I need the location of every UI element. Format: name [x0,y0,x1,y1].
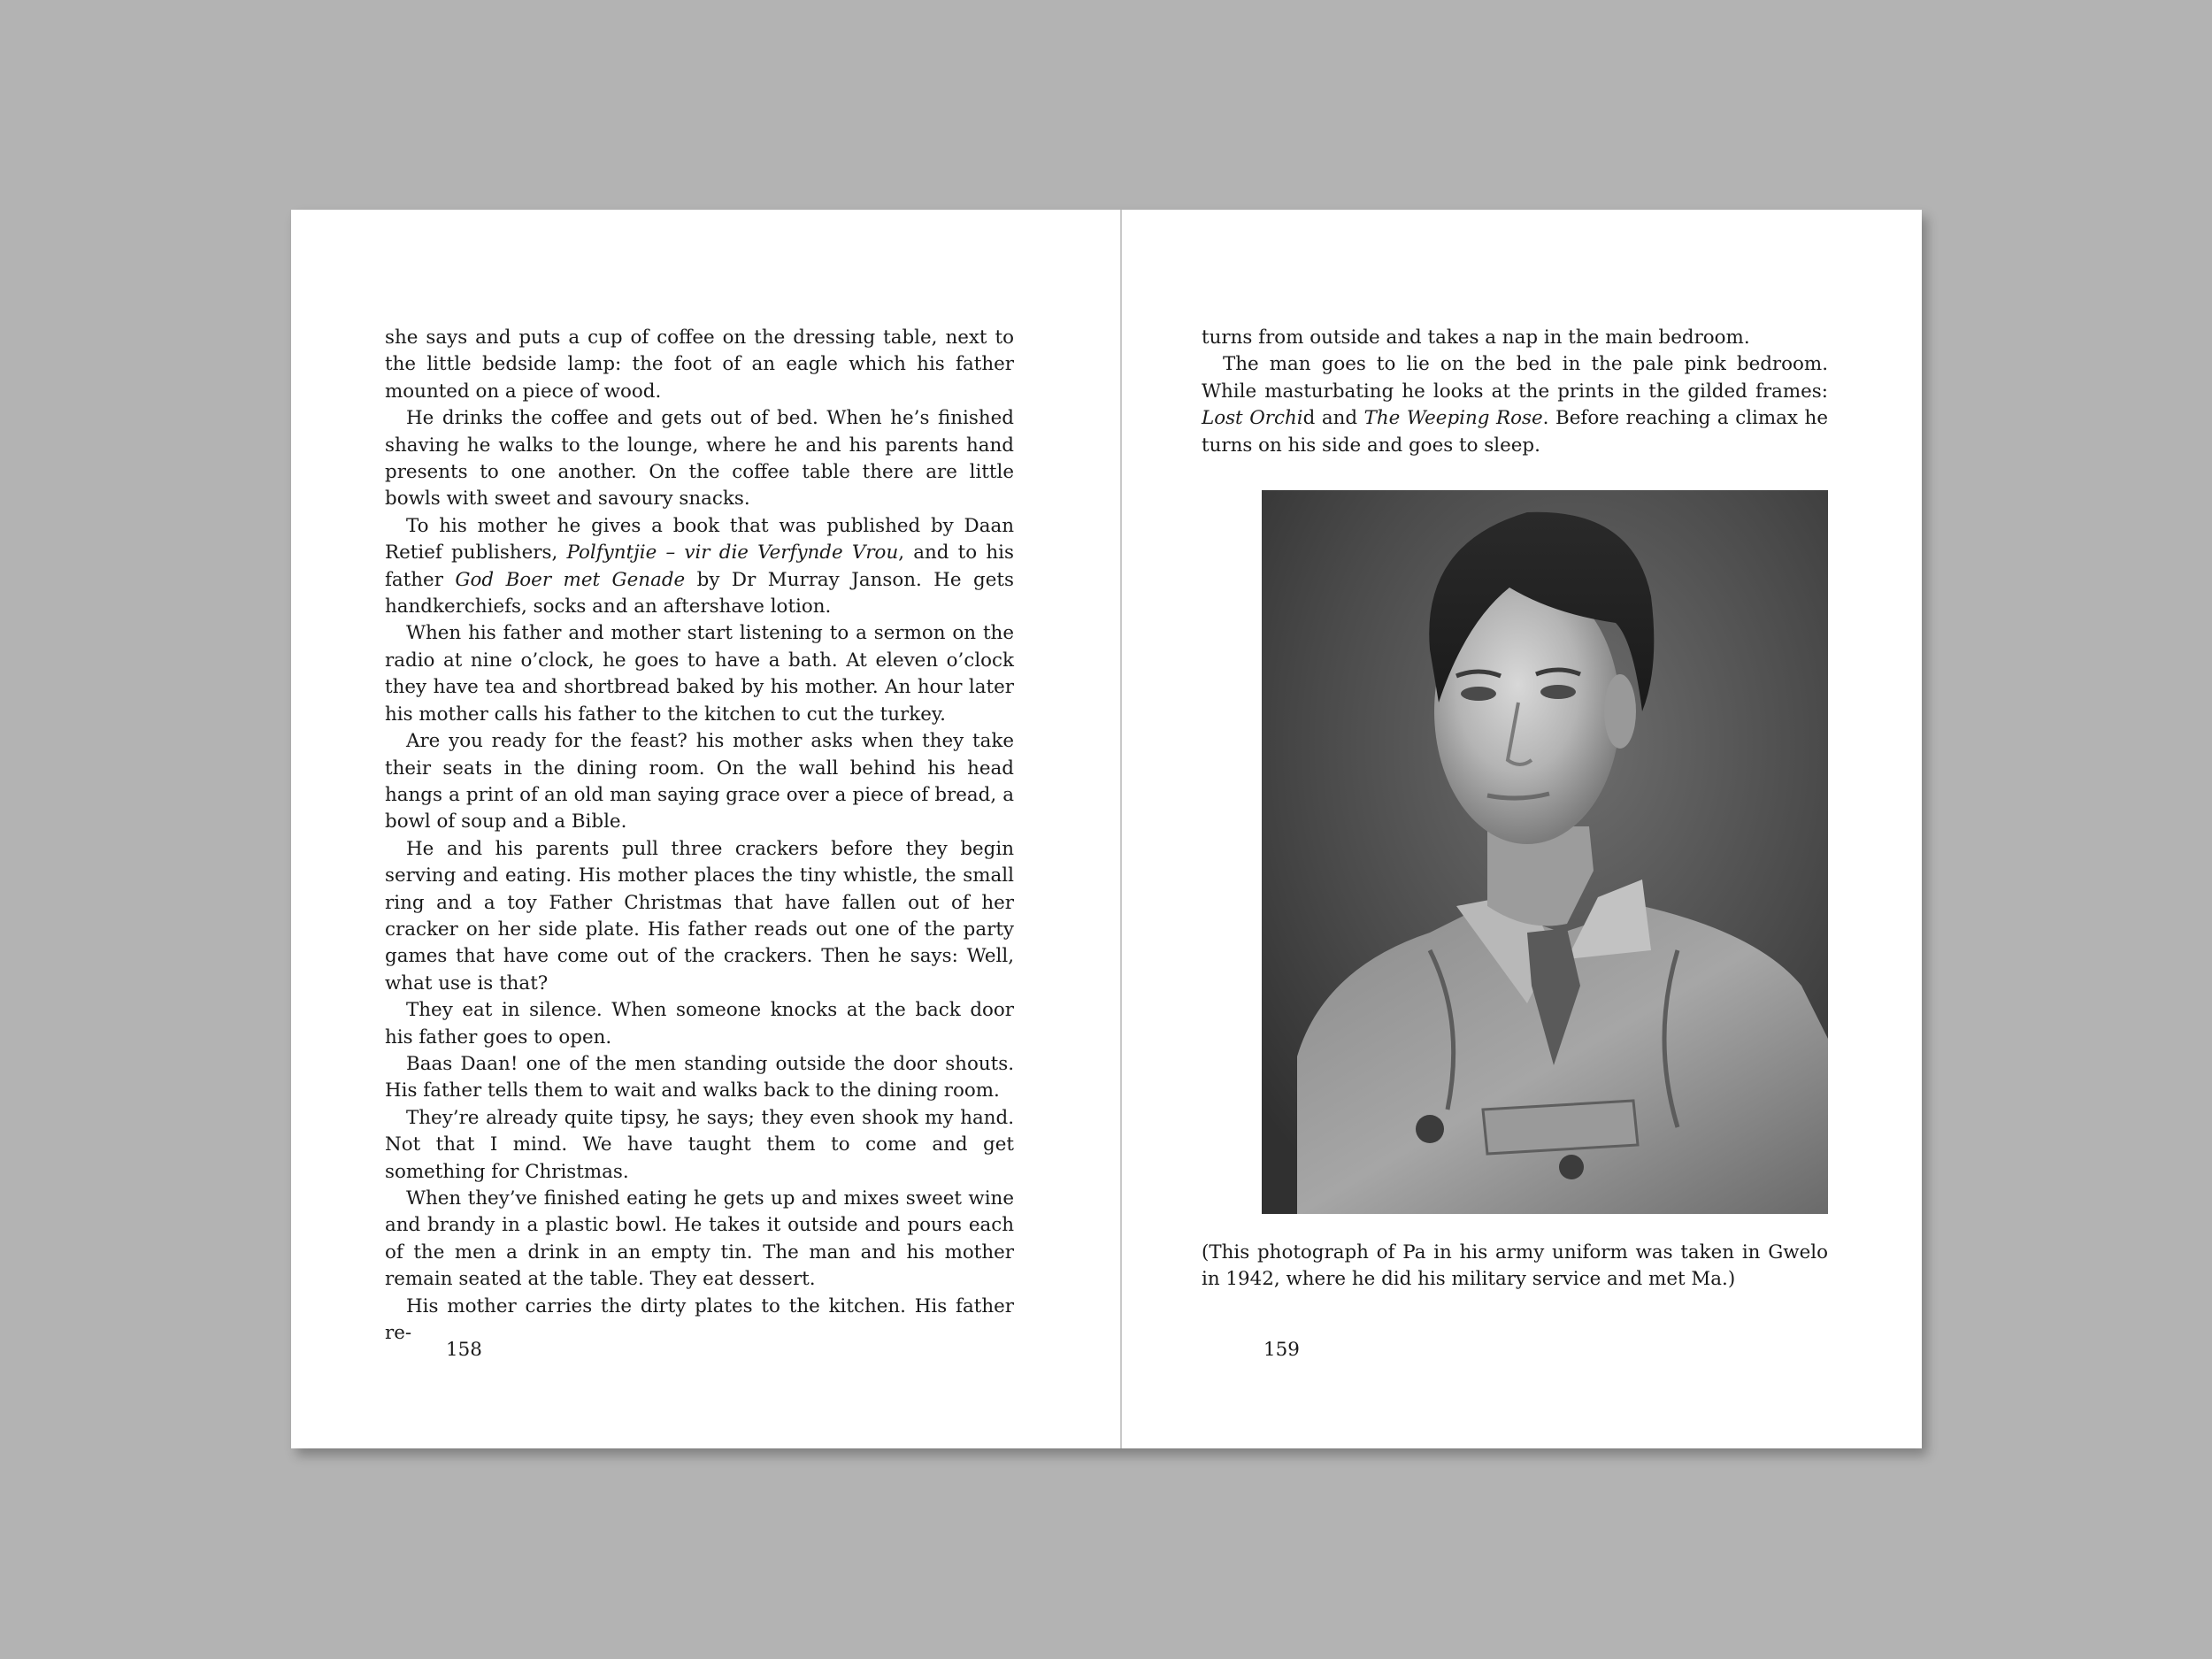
photo-caption: (This photograph of Pa in his army uniform was taken in Gwelo in 1942, where he did his military service and met Ma.) [1202,1241,1828,1291]
book-spread [291,210,1922,1448]
page-number: 158 [446,1339,482,1361]
paragraph: They eat in silence. When someone knocks at the back door his father goes to open. [385,999,1014,1048]
paragraph: When they’ve finished eating he gets up and mixes sweet wine and brandy in a plastic bowl. He takes it outside and pours each of the men a drink in an empty tin. The man and his mother remain seated at the table. They eat dessert. [385,1187,1014,1291]
paragraph: He drinks the coffee and gets out of bed. When he’s finished shaving he walks to the lounge, where he and his parents hand presents to one another. On the coffee table there are little bowls with sweet and savoury snacks. [385,407,1014,511]
paragraph: His mother carries the dirty plates to the kitchen. His father re- [385,1294,1014,1345]
italic-title: Lost Orchi [1202,407,1303,430]
left-page-text [385,325,1014,1347]
paragraph: Baas Daan! one of the men standing outside the door shouts. His father tells them to wait and walks back to the dining room. [385,1052,1014,1102]
paragraph: Are you ready for the feast? his mother asks when they take their seats in the dining room. On the wall behind his head hangs a print of an old man saying grace over a piece of bread, a bowl of soup and a Bible. [385,730,1014,833]
portrait-photo [1262,490,1828,1214]
paragraph: When his father and mother start listening to a sermon on the radio at nine o’clock, he goes to have a bath. At eleven o’clock they have tea and shortbread baked by his mother. An hour later his mother calls his father to the kitchen to cut the turkey. [385,622,1014,726]
right-page-text [1202,325,1828,459]
portrait-photo-icon [1262,490,1828,1214]
paragraph: To his mother he gives a book that was published by Daan Retief publishers, Polfyntjie – vir die Verfynde Vrou, and to his father God Boer met Genade by Dr Murray Janson. He gets handkerchiefs, socks and an aftershave lotion. [385,514,1014,618]
paragraph: The man goes to lie on the bed in the pale pink bedroom. While masturbating he looks at the prints in the gilded frames: Lost Orchid and The Weeping Rose. Before reaching a climax he turns on his side and goes to sleep. [1202,353,1828,457]
paragraph: turns from outside and takes a nap in the main bedroom. [1202,326,1750,349]
paragraph: He and his parents pull three crackers before they begin serving and eating. His mother places the tiny whistle, the small ring and a toy Father Christmas that have fallen out of her cracker on her side plate. His father reads out one of the party games that have come out of the crackers. Then he says: Well, what use is that? [385,837,1014,995]
italic-title: God Boer met Genade [455,568,686,591]
left-page [291,210,1121,1448]
right-page [1122,210,1922,1448]
page-number: 159 [1263,1339,1300,1361]
paragraph: she says and puts a cup of coffee on the dressing table, next to the little bedside lamp: the foot of an eagle which his father mounted on a piece of wood. [385,326,1014,403]
italic-title: Polfyntjie – vir die Verfynde Vrou [566,541,899,565]
paragraph: They’re already quite tipsy, he says; they even shook my hand. Not that I mind. We have taught them to come and get something for Christmas. [385,1106,1014,1183]
italic-title: The Weeping Rose [1363,407,1543,430]
